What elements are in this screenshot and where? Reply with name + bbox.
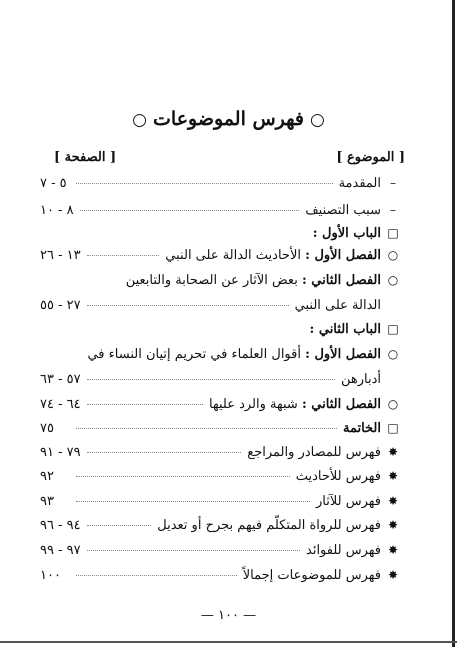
leader-dots — [87, 404, 203, 405]
entry-bullet-icon: ✸ — [387, 494, 399, 508]
toc-entry — [40, 494, 401, 518]
toc-entry — [40, 347, 401, 371]
entry-page: ٥ - ٧ — [40, 176, 67, 191]
entry-label — [165, 248, 381, 263]
entry-bullet-icon: – — [390, 203, 396, 217]
toc-entry — [40, 421, 401, 445]
entry-heading: الباب الأول : — [312, 226, 381, 241]
entry-label — [87, 347, 381, 362]
entry-bullet-icon: □ — [387, 226, 399, 240]
entry-bullet-icon: – — [390, 176, 396, 190]
title-circle-left: ○ — [132, 110, 148, 130]
entry-label — [126, 273, 381, 288]
toc-entry — [40, 568, 401, 592]
entry-bullet-icon: ○ — [387, 248, 399, 262]
entry-label — [339, 176, 381, 191]
entry-heading: الفصل الأول : — [305, 347, 381, 362]
entry-text: فهرس للأحاديث — [295, 469, 381, 484]
entry-page: ١٣ - ٢٦ — [40, 248, 81, 263]
entry-label — [296, 469, 381, 484]
entry-label — [295, 298, 381, 313]
entry-label — [341, 372, 381, 387]
leader-dots — [76, 428, 337, 429]
entry-bullet-icon: □ — [387, 421, 399, 435]
entry-page: ٥٧ - ٦٣ — [40, 372, 81, 387]
entry-text: الأحاديث الدالة على النبي — [165, 248, 301, 263]
entry-label — [313, 226, 381, 241]
entry-label — [310, 322, 381, 337]
entry-page: ٨ - ١٠ — [40, 203, 74, 218]
entry-label — [306, 543, 381, 558]
title-text: فهرس الموضوعات — [153, 108, 304, 130]
page-border-right — [452, 0, 455, 647]
leader-dots — [76, 183, 333, 184]
toc-entry — [40, 226, 401, 250]
entry-label — [316, 494, 381, 509]
toc-entry — [40, 518, 401, 542]
toc-entry — [40, 322, 401, 346]
entry-page: ٦٤ - ٧٤ — [40, 397, 81, 412]
entry-heading: الفصل الأول : — [305, 248, 381, 263]
entry-page: ٩٢ — [40, 469, 54, 484]
toc-entry — [40, 248, 401, 272]
entry-label — [305, 203, 381, 218]
entry-text: فهرس للرواة المتكلّم فيهم بجرح أو تعديل — [157, 518, 381, 533]
leader-dots — [87, 452, 242, 453]
entry-page: ٢٧ - ٥٥ — [40, 298, 81, 313]
entry-heading: الفصل الثاني : — [301, 273, 381, 288]
entry-label — [343, 421, 381, 436]
toc-entry — [40, 445, 401, 469]
page-number: — ١٠٠ — — [200, 608, 257, 623]
entry-bullet-icon: ✸ — [387, 543, 399, 557]
entry-bullet-icon: ○ — [387, 347, 399, 361]
entry-page: ٩٣ — [40, 494, 54, 509]
entry-label — [209, 397, 381, 412]
entry-text: شبهة والرد عليها — [209, 397, 298, 412]
leader-dots — [87, 525, 152, 526]
entry-page: ٩٧ - ٩٩ — [40, 543, 81, 558]
entry-text: سبب التصنيف — [305, 203, 381, 218]
entry-heading: الباب الثاني : — [309, 322, 381, 337]
entry-bullet-icon: ○ — [387, 273, 399, 287]
toc-entry — [40, 298, 401, 322]
entry-label — [247, 445, 381, 460]
entry-label — [157, 518, 381, 533]
entry-text: بعض الآثار عن الصحابة والتابعين — [125, 273, 298, 288]
entry-text: فهرس للموضوعات إجمالاً — [242, 568, 381, 583]
page-border-bottom — [0, 641, 457, 643]
leader-dots — [80, 210, 300, 211]
entry-text: أقوال العلماء في تحريم إتيان النساء في — [87, 347, 301, 362]
page-column-header: [ الصفحة ] — [54, 150, 117, 165]
entry-text: أدبارهن — [340, 372, 381, 387]
toc-entry — [40, 273, 401, 297]
leader-dots — [87, 255, 160, 256]
leader-dots — [87, 550, 300, 551]
entry-text: فهرس للمصادر والمراجع — [247, 445, 381, 460]
toc-entry — [40, 397, 401, 421]
entry-heading: الفصل الثاني : — [301, 397, 381, 412]
entry-label — [243, 568, 381, 583]
topic-column-header: [ الموضوع ] — [336, 150, 405, 165]
entry-bullet-icon: □ — [387, 322, 399, 336]
toc-entry — [40, 469, 401, 493]
toc-entry — [40, 372, 401, 396]
page-title — [0, 108, 457, 130]
entry-bullet-icon: ✸ — [387, 518, 399, 532]
leader-dots — [76, 575, 237, 576]
entry-bullet-icon: ○ — [387, 397, 399, 411]
entry-text: فهرس للآثار — [316, 494, 381, 509]
entry-page: ٩٤ - ٩٦ — [40, 518, 81, 533]
entry-page: ٧٩ - ٩١ — [40, 445, 81, 460]
entry-text: الدالة على النبي — [294, 298, 381, 313]
entry-heading: الخاتمة — [342, 421, 381, 436]
entry-text: فهرس للفوائد — [306, 543, 381, 558]
entry-bullet-icon: ✸ — [387, 469, 399, 483]
entry-page: ١٠٠ — [40, 568, 61, 583]
toc-entry — [40, 203, 401, 227]
leader-dots — [76, 476, 290, 477]
entry-text: المقدمة — [338, 176, 381, 191]
leader-dots — [87, 379, 335, 380]
leader-dots — [76, 501, 310, 502]
entry-page: ٧٥ — [40, 421, 54, 436]
toc-entry — [40, 176, 401, 200]
entry-bullet-icon: ✸ — [387, 445, 399, 459]
entry-bullet-icon: ✸ — [387, 568, 399, 582]
title-circle-right: ○ — [309, 110, 325, 130]
leader-dots — [87, 305, 289, 306]
toc-entry — [40, 543, 401, 567]
